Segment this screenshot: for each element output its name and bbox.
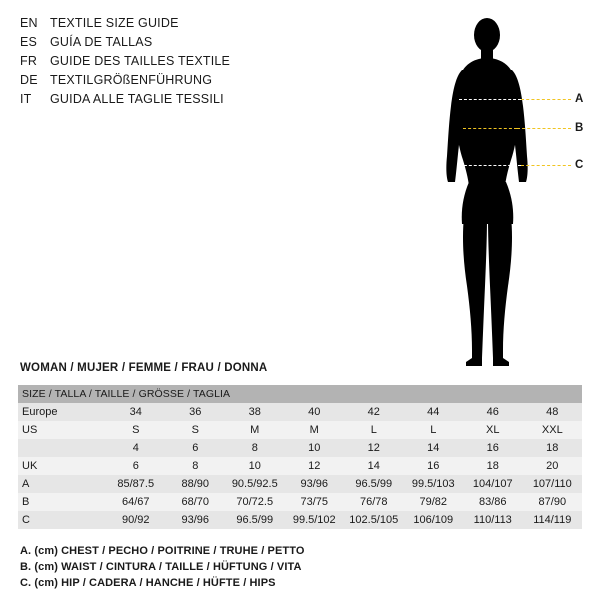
row-label: C [22, 514, 30, 526]
cell: 68/70 [181, 496, 210, 508]
language-row-fr [20, 52, 340, 71]
measure-label-c: C [575, 159, 584, 171]
language-code-en: EN [20, 16, 38, 30]
cell: 34 [129, 406, 142, 418]
language-text-es: GUÍA DE TALLAS [50, 35, 153, 49]
language-code-es: ES [20, 35, 38, 49]
table-row [18, 511, 582, 529]
row-label: UK [22, 460, 38, 472]
cell: 90.5/92.5 [231, 478, 278, 490]
cell: 36 [189, 406, 202, 418]
cell: L [430, 424, 437, 436]
cell: 42 [367, 406, 380, 418]
cell: 79/82 [419, 496, 448, 508]
note-a: A. (cm) CHEST / PECHO / POITRINE / TRUHE / PETTO [20, 545, 305, 557]
table-row [18, 493, 582, 511]
language-text-en: TEXTILE SIZE GUIDE [50, 16, 179, 30]
table-row [18, 421, 582, 439]
table-header-row [18, 385, 582, 403]
cell: S [132, 424, 140, 436]
cell: 8 [192, 460, 199, 472]
row-label: Europe [22, 406, 58, 418]
cell: 104/107 [472, 478, 513, 490]
cell: 73/75 [300, 496, 329, 508]
cell: 40 [308, 406, 321, 418]
language-row-de [20, 71, 340, 90]
cell: 38 [248, 406, 261, 418]
language-text-de: TEXTILGRÖßENFÜHRUNG [50, 73, 213, 87]
language-text-fr: GUIDE DES TAILLES TEXTILE [50, 54, 231, 68]
cell: 6 [132, 460, 139, 472]
cell: 64/67 [121, 496, 150, 508]
size-table-wrap [18, 385, 582, 529]
language-row-it [20, 90, 340, 109]
cell: 96.5/99 [355, 478, 393, 490]
cell: 18 [546, 442, 559, 454]
measure-label-b: B [575, 122, 584, 134]
woman-section-heading: WOMAN / MUJER / FEMME / FRAU / DONNA [20, 362, 268, 374]
cell: 12 [367, 442, 380, 454]
cell: 16 [427, 460, 440, 472]
cell: XXL [541, 424, 563, 436]
row-label: US [22, 424, 38, 436]
body-figure [415, 10, 590, 370]
language-row-es [20, 33, 340, 52]
cell: 99.5/103 [411, 478, 455, 490]
size-table [18, 385, 582, 529]
measure-label-a: A [575, 93, 584, 105]
cell: 76/78 [359, 496, 388, 508]
note-c: C. (cm) HIP / CADERA / HANCHE / HÜFTE / HIPS [20, 577, 276, 589]
cell: 16 [486, 442, 499, 454]
cell: 106/109 [413, 514, 454, 526]
language-text-it: GUIDA ALLE TAGLIE TESSILI [50, 92, 224, 106]
language-code-it: IT [20, 92, 32, 106]
cell: 88/90 [181, 478, 210, 490]
female-silhouette-icon [415, 10, 590, 370]
cell: 93/96 [181, 514, 210, 526]
cell: 99.5/102 [292, 514, 336, 526]
table-row [18, 457, 582, 475]
cell: 83/86 [478, 496, 507, 508]
cell: 12 [308, 460, 321, 472]
cell: S [191, 424, 199, 436]
language-row-en [20, 14, 340, 33]
size-table-body [18, 403, 582, 529]
row-label: B [22, 496, 30, 508]
cell: M [309, 424, 319, 436]
cell: 10 [308, 442, 321, 454]
measurement-notes [20, 543, 580, 591]
cell: 14 [367, 460, 380, 472]
cell: XL [486, 424, 500, 436]
language-code-fr: FR [20, 54, 38, 68]
cell: 70/72.5 [236, 496, 274, 508]
cell: L [370, 424, 377, 436]
cell: 90/92 [121, 514, 150, 526]
table-row [18, 403, 582, 421]
cell: 48 [546, 406, 559, 418]
language-list [20, 14, 340, 109]
cell: 87/90 [538, 496, 567, 508]
table-row [18, 439, 582, 457]
cell: 44 [427, 406, 440, 418]
note-b: B. (cm) WAIST / CINTURA / TAILLE / HÜFTUNG / VITA [20, 561, 302, 573]
row-label [18, 439, 106, 457]
cell: 114/119 [533, 514, 572, 526]
cell: 107/110 [532, 478, 572, 490]
table-row [18, 475, 582, 493]
cell: 102.5/105 [349, 514, 399, 526]
cell: 96.5/99 [236, 514, 274, 526]
cell: 85/87.5 [117, 478, 155, 490]
row-label: A [22, 478, 30, 490]
cell: 18 [486, 460, 499, 472]
cell: 93/96 [300, 478, 329, 490]
cell: 4 [132, 442, 139, 454]
cell: 110/113 [473, 514, 512, 526]
size-table-header-cell: SIZE / TALLA / TAILLE / GRÖSSE / TAGLIA [18, 385, 582, 403]
language-code-de: DE [20, 73, 38, 87]
cell: 14 [427, 442, 440, 454]
cell: 10 [248, 460, 261, 472]
cell: 6 [192, 442, 199, 454]
cell: 8 [251, 442, 258, 454]
cell: 46 [486, 406, 499, 418]
size-table-head [18, 385, 582, 403]
cell: 20 [546, 460, 559, 472]
cell: M [250, 424, 260, 436]
